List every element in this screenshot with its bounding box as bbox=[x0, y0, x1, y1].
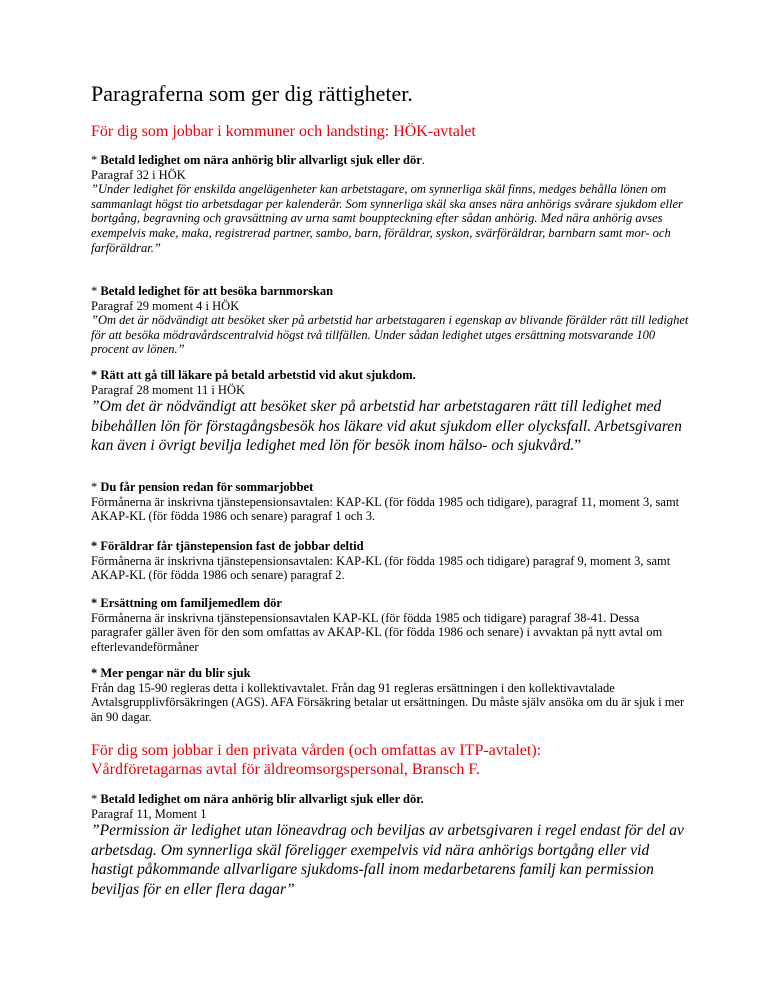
list-item bbox=[91, 539, 691, 583]
list-item bbox=[91, 666, 691, 724]
list-item bbox=[91, 153, 691, 255]
item-quote: ”Permission är ledighet utan löneavdrag och beviljas av arbetsgivaren i regel endast för del av arbetsdag. Om synnerliga skäl föreligger exempelvis vid nära anhörigs bortgång eller vid hastigt påkommande allvarligare sjukdoms-fall inom medarbetarens familj kan permission beviljas för en eller flera dagar” bbox=[91, 822, 684, 898]
item-heading: * Du får pension redan för sommarjobbet bbox=[91, 480, 314, 494]
list-item bbox=[91, 596, 691, 654]
list-item bbox=[91, 368, 691, 456]
item-heading: * Betald ledighet om nära anhörig blir allvarligt sjuk eller dör. bbox=[91, 792, 424, 806]
item-heading: * Föräldrar får tjänstepension fast de jobbar deltid bbox=[91, 539, 364, 553]
list-item bbox=[91, 480, 691, 524]
item-body: Förmånerna är inskrivna tjänstepensionsavtalen: KAP-KL (för födda 1985 och tidigare), paragraf 11, moment 3, samt AKAP-KL (för födda 1986 och senare) paragraf 1 och 3. bbox=[91, 494, 680, 524]
list-item bbox=[91, 792, 691, 899]
item-quote: ”Om det är nödvändigt att besöket sker på arbetstid har arbetstagaren i egenskap av blivande förälder rätt till ledighet för att besöka mödravårdscentralvid högst två tillfällen. Under sådan ledighet utges ersättning motsvarande 100 procent av lönen.” bbox=[91, 313, 689, 357]
list-item bbox=[91, 284, 691, 357]
item-heading: * Rätt att gå till läkare på betald arbetstid vid akut sjukdom. bbox=[91, 368, 416, 382]
section-private-heading-line2: Vårdföretagarnas avtal för äldreomsorgspersonal, Bransch F. bbox=[91, 761, 480, 778]
section-private-care bbox=[91, 741, 691, 779]
item-heading: * Mer pengar när du blir sjuk bbox=[91, 666, 251, 680]
item-reference: Paragraf 32 i HÖK bbox=[91, 167, 186, 182]
item-reference: Paragraf 29 moment 4 i HÖK bbox=[91, 298, 240, 313]
item-quote: ”Under ledighet för enskilda angelägenheter kan arbetstagare, om synnerliga skäl finns, medges behålla lönen om sammanlagt högst tio arbetsdagar per kalenderår. Som synnerliga skäl ska anses nära anhörigs svårare sjukdom eller bortgång, begravning och gravsättning av urna samt bouppteckning efter sådan anhörig. Med nära anhörig avses exempelvis make, maka, registrerad partner, sambo, barn, föräldrar, syskon, svärföräldrar, barnbarn samt mor- och farföräldrar.” bbox=[91, 182, 683, 255]
item-reference: Paragraf 11, Moment 1 bbox=[91, 806, 207, 821]
page-title: Paragraferna som ger dig rättigheter. bbox=[91, 81, 413, 106]
item-quote: ”Om det är nödvändigt att besöket sker på arbetstid har arbetstagaren rätt till ledighet med bibehållen lön för förstagångsbesök hos läkare vid akut sjukdom eller olycksfall. Arbetsgivaren kan även i övrigt bevilja ledighet med lön för besök inom hälso- och sjukvård.” bbox=[91, 398, 682, 455]
section-hok bbox=[91, 122, 691, 141]
section-private-heading-line1: För dig som jobbar i den privata vården (och omfattas av ITP-avtalet): bbox=[91, 742, 542, 759]
section-hok-heading: För dig som jobbar i kommuner och landsting: HÖK-avtalet bbox=[91, 123, 476, 140]
item-body: Från dag 15-90 regleras detta i kollektivavtalet. Från dag 91 regleras ersättningen i den kollektivavtalade Avtalsgrupplivförsäkringen (AGS). AFA Försäkring betalar ut ersättningen. Du måste själv ansöka om du är sjuk i mer än 90 dagar. bbox=[91, 680, 685, 724]
item-body: Förmånerna är inskrivna tjänstepensionsavtalen: KAP-KL (för födda 1985 och tidigare) paragraf 9, moment 3, samt AKAP-KL (för födda 1986 och senare) paragraf 2. bbox=[91, 553, 671, 583]
item-body: Förmånerna är inskrivna tjänstepensionsavtalen KAP-KL (för födda 1985 och tidigare) paragraf 38-41. Dessa paragrafer gäller även för den som omfattas av AKAP-KL (för födda 1986 och senare) i avvaktan på nytt avtal om efterlevandeförmåner bbox=[91, 610, 663, 654]
item-heading: * Betald ledighet om nära anhörig blir allvarligt sjuk eller dör. bbox=[91, 153, 425, 167]
item-reference: Paragraf 28 moment 11 i HÖK bbox=[91, 382, 246, 397]
item-heading: * Ersättning om familjemedlem dör bbox=[91, 596, 282, 610]
item-heading: * Betald ledighet för att besöka barnmorskan bbox=[91, 284, 334, 298]
